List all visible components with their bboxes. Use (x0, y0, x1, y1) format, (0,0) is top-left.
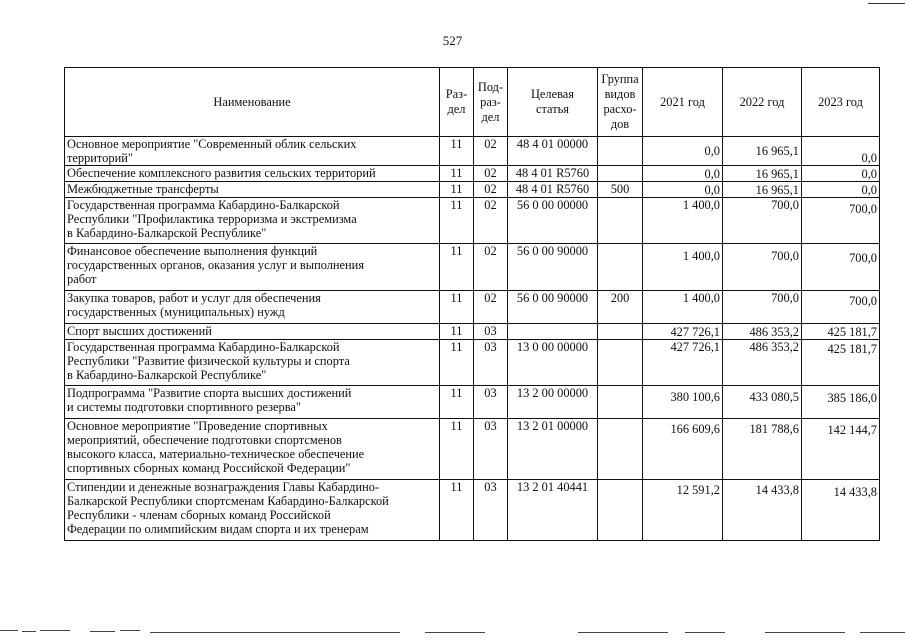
row-target-article: 48 4 01 R5760 (508, 182, 598, 198)
table-row (65, 419, 880, 480)
header-2023: 2023 год (802, 68, 880, 137)
row-2023: 700,0 (802, 291, 880, 324)
row-name: Основное мероприятие "Проведение спортивных мероприятий, обеспечение подготовки спортсменов высокого класса, материально-техническое обеспечение спортивных сборных команд Российской Федерации" (65, 419, 440, 480)
row-name: Обеспечение комплексного развития сельских территорий (65, 166, 440, 182)
header-expense-group: Группа видов расхо- дов (598, 68, 643, 137)
row-section: 11 (440, 166, 474, 182)
row-expense-group (598, 198, 643, 244)
row-2021: 380 100,6 (643, 386, 723, 419)
row-section: 11 (440, 340, 474, 386)
header-section: Раз- дел (440, 68, 474, 137)
row-subsection: 03 (474, 419, 508, 480)
row-2023: 425 181,7 (802, 340, 880, 386)
row-name: Государственная программа Кабардино-Балкарской Республики "Профилактика терроризма и экстремизма в Кабардино-Балкарской Республике" (65, 198, 440, 244)
row-section: 11 (440, 137, 474, 166)
row-section: 11 (440, 182, 474, 198)
row-2021: 0,0 (643, 182, 723, 198)
table-row (65, 182, 880, 198)
header-subsection: Под- раз- дел (474, 68, 508, 137)
row-2023: 0,0 (802, 182, 880, 198)
row-2023: 0,0 (802, 166, 880, 182)
row-name: Закупка товаров, работ и услуг для обеспечения государственных (муниципальных) нужд (65, 291, 440, 324)
row-target-article: 56 0 00 90000 (508, 244, 598, 291)
table-row (65, 340, 880, 386)
row-expense-group (598, 419, 643, 480)
row-2022: 486 353,2 (723, 324, 802, 340)
row-name: Финансовое обеспечение выполнения функций государственных органов, оказания услуг и выполнения работ (65, 244, 440, 291)
row-2022: 700,0 (723, 291, 802, 324)
row-section: 11 (440, 480, 474, 541)
row-2021: 427 726,1 (643, 340, 723, 386)
row-name: Стипендии и денежные вознаграждения Главы Кабардино- Балкарской Республики спортсменам Кабардино-Балкарской Республики - членам сборных команд Российской Федерации по олимпийским видам спорта и их тренерам (65, 480, 440, 541)
row-2021: 1 400,0 (643, 291, 723, 324)
row-2021: 0,0 (643, 166, 723, 182)
row-2021: 0,0 (643, 137, 723, 166)
row-expense-group (598, 244, 643, 291)
table-row (65, 324, 880, 340)
row-subsection: 03 (474, 340, 508, 386)
budget-table (64, 67, 880, 541)
row-expense-group (598, 137, 643, 166)
row-expense-group: 200 (598, 291, 643, 324)
row-subsection: 03 (474, 386, 508, 419)
row-2023: 0,0 (802, 137, 880, 166)
row-2023: 142 144,7 (802, 419, 880, 480)
row-subsection: 02 (474, 137, 508, 166)
row-section: 11 (440, 386, 474, 419)
table-row (65, 480, 880, 541)
row-expense-group (598, 324, 643, 340)
row-2022: 433 080,5 (723, 386, 802, 419)
row-target-article: 13 2 01 00000 (508, 419, 598, 480)
row-target-article: 13 0 00 00000 (508, 340, 598, 386)
row-expense-group (598, 340, 643, 386)
row-2021: 166 609,6 (643, 419, 723, 480)
page-number: 527 (442, 33, 463, 48)
row-subsection: 02 (474, 244, 508, 291)
header-2021: 2021 год (643, 68, 723, 137)
row-expense-group: 500 (598, 182, 643, 198)
row-subsection: 02 (474, 182, 508, 198)
row-section: 11 (440, 419, 474, 480)
row-2021: 1 400,0 (643, 244, 723, 291)
row-target-article: 48 4 01 R5760 (508, 166, 598, 182)
row-expense-group (598, 386, 643, 419)
row-2021: 1 400,0 (643, 198, 723, 244)
row-2023: 700,0 (802, 198, 880, 244)
row-2022: 486 353,2 (723, 340, 802, 386)
table-row (65, 386, 880, 419)
row-2023: 385 186,0 (802, 386, 880, 419)
table-row (65, 166, 880, 182)
table-row (65, 137, 880, 166)
row-2022: 700,0 (723, 244, 802, 291)
row-subsection: 02 (474, 198, 508, 244)
row-name: Спорт высших достижений (65, 324, 440, 340)
row-2022: 181 788,6 (723, 419, 802, 480)
row-target-article: 56 0 00 90000 (508, 291, 598, 324)
row-subsection: 02 (474, 291, 508, 324)
row-target-article: 13 2 01 40441 (508, 480, 598, 541)
header-target-article: Целевая статья (508, 68, 598, 137)
row-2023: 700,0 (802, 244, 880, 291)
row-2023: 425 181,7 (802, 324, 880, 340)
row-2023: 14 433,8 (802, 480, 880, 541)
row-2022: 700,0 (723, 198, 802, 244)
row-target-article: 13 2 00 00000 (508, 386, 598, 419)
row-2022: 16 965,1 (723, 166, 802, 182)
header-name: Наименование (65, 68, 440, 137)
row-subsection: 03 (474, 324, 508, 340)
row-2021: 12 591,2 (643, 480, 723, 541)
header-2022: 2022 год (723, 68, 802, 137)
row-expense-group (598, 166, 643, 182)
row-2022: 16 965,1 (723, 182, 802, 198)
row-expense-group (598, 480, 643, 541)
row-2022: 16 965,1 (723, 137, 802, 166)
table-row (65, 244, 880, 291)
row-2021: 427 726,1 (643, 324, 723, 340)
row-target-article: 56 0 00 00000 (508, 198, 598, 244)
row-name: Государственная программа Кабардино-Балкарской Республики "Развитие физической культуры и спорта в Кабардино-Балкарской Республике" (65, 340, 440, 386)
footer-scan-marks (0, 630, 905, 636)
row-section: 11 (440, 244, 474, 291)
row-section: 11 (440, 198, 474, 244)
table-row (65, 198, 880, 244)
row-section: 11 (440, 324, 474, 340)
row-section: 11 (440, 291, 474, 324)
row-target-article: 48 4 01 00000 (508, 137, 598, 166)
row-subsection: 03 (474, 480, 508, 541)
row-name: Межбюджетные трансферты (65, 182, 440, 198)
table-header-row (65, 68, 880, 137)
table-row (65, 291, 880, 324)
row-subsection: 02 (474, 166, 508, 182)
top-edge-rule (868, 3, 905, 4)
row-2022: 14 433,8 (723, 480, 802, 541)
row-target-article (508, 324, 598, 340)
row-name: Подпрограмма "Развитие спорта высших достижений и системы подготовки спортивного резерва" (65, 386, 440, 419)
row-name: Основное мероприятие "Современный облик сельских территорий" (65, 137, 440, 166)
